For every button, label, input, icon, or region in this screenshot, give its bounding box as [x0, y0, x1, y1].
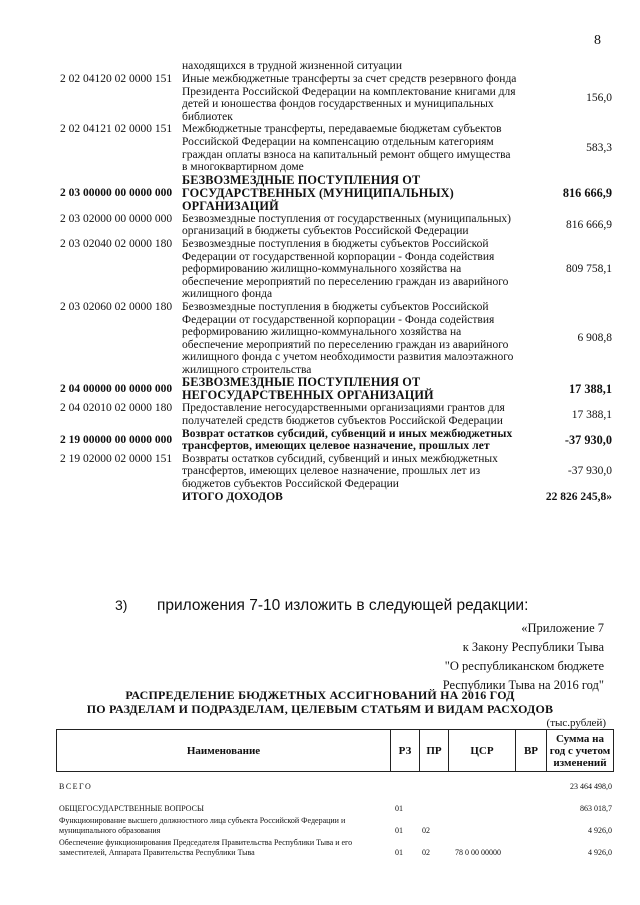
row-name: ОБЩЕГОСУДАРСТВЕННЫЕ ВОПРОСЫ	[59, 803, 204, 813]
revenue-code: 2 03 02060 02 0000 180	[60, 300, 173, 313]
revenue-row	[60, 238, 612, 301]
row-pr: 02	[422, 825, 430, 835]
revenue-code: 2 19 02000 02 0000 151	[60, 452, 173, 465]
header-pr: ПР	[419, 730, 448, 771]
revenue-name: Иные межбюджетные трансферты за счет средств резервного фонда Президента Российской Федерации на комплектование книгами для детей и юношества фондов государственных и муниципальных библиотек	[182, 73, 517, 123]
revenue-code: 2 02 04121 02 0000 151	[60, 123, 173, 136]
revenue-row	[60, 301, 612, 377]
revenue-row	[60, 453, 612, 491]
revenue-code: 2 03 00000 00 0000 000	[60, 186, 173, 199]
row-csr	[445, 813, 511, 835]
revenue-table	[60, 60, 612, 503]
revenue-name: Безвозмездные поступления в бюджеты субъектов Российской Федерации от государственной корпорации - Фонда содействия реформированию жилищно-коммунального хозяйства на обеспечение мероприятий по переселению граждан из аварийного жилищного фонда	[182, 237, 509, 301]
revenue-name: Возвраты остатков субсидий, субвенций и иных межбюджетных трансфертов, имеющих целевое назначение, прошлых лет из бюджетов субъектов Российской Федерации	[182, 452, 498, 491]
table-row	[56, 813, 614, 835]
revenue-row	[60, 213, 612, 238]
page-number: 8	[594, 33, 601, 48]
row-csr	[445, 778, 511, 791]
row-name: Обеспечение функционирования Председателя Правительства Республики Тыва и его заместителей, Аппарата Правительства Республики Тыва	[59, 838, 353, 857]
revenue-row	[60, 402, 612, 427]
header-name: Наименование	[186, 744, 261, 757]
appendix-line: "О республиканском бюджете	[444, 659, 604, 673]
row-csr: 78 0 00 00000	[455, 847, 501, 857]
revenue-name: Межбюджетные трансферты, передаваемые бюджетам субъектов Российской Федерации на компенсацию отдельным категориям граждан оплаты взноса на капитальный ремонт общего имущества в многоквартирном доме	[182, 123, 511, 174]
appendix-line: «Приложение 7	[521, 621, 604, 635]
revenue-name: Возврат остатков субсидий, субвенций и иных межбюджетных трансфертов, имеющих целевое назначение, прошлых лет	[182, 427, 513, 453]
row-vr	[511, 813, 541, 835]
header-sum: Сумма на год с учетом изменений	[546, 730, 613, 771]
revenue-sum: 17 388,1	[568, 382, 612, 397]
header-vr: ВР	[515, 730, 546, 771]
header-csr: ЦСР	[448, 730, 515, 771]
revenue-total-label: ИТОГО ДОХОДОВ	[182, 490, 283, 503]
revenue-row	[60, 174, 612, 213]
revenue-code	[60, 60, 180, 73]
row-sum: 863 018,7	[580, 803, 612, 813]
revenue-row	[60, 428, 612, 453]
revenue-code: 2 03 02000 00 0000 000	[60, 212, 173, 225]
title-line: РАСПРЕДЕЛЕНИЕ БЮДЖЕТНЫХ АССИГНОВАНИЙ НА 2016 ГОД	[125, 688, 515, 702]
revenue-sum: 156,0	[586, 91, 612, 104]
row-vr	[511, 791, 541, 813]
revenue-sum: 6 908,8	[577, 332, 612, 345]
revenue-name: Безвозмездные поступления в бюджеты субъектов Российской Федерации от государственной корпорации - Фонда содействия реформированию жилищно-коммунального хозяйства на обеспечение мероприятий по переселению граждан из аварийного жилищного фонда с учетом необходимости развития малоэтажного жилищного строительства	[182, 300, 514, 376]
revenue-row	[60, 376, 612, 402]
list-item-number: 3)	[115, 597, 128, 613]
revenue-sum: 809 758,1	[566, 263, 612, 276]
row-name: Функционирование высшего должностного лица субъекта Российской Федерации и муниципального образования	[59, 816, 346, 835]
revenue-code: 2 03 02040 02 0000 180	[60, 237, 173, 250]
appendix-header	[443, 619, 604, 695]
row-vr	[511, 835, 541, 857]
revenue-name: Безвозмездные поступления от государственных (муниципальных) организаций в бюджеты субъектов Российской Федерации	[182, 212, 512, 238]
row-name: ВСЕГО	[59, 781, 93, 791]
revenue-sum: 583,3	[586, 142, 612, 155]
allocation-table-header	[56, 729, 614, 772]
revenue-name: БЕЗВОЗМЕЗДНЫЕ ПОСТУПЛЕНИЯ ОТ НЕГОСУДАРСТВЕННЫХ ОРГАНИЗАЦИЙ	[182, 375, 434, 403]
revenue-name: находящихся в трудной жизненной ситуации	[182, 60, 402, 72]
row-sum: 23 464 498,0	[570, 781, 612, 791]
document-title	[0, 688, 640, 716]
revenue-sum	[518, 60, 612, 73]
revenue-sum: 816 666,9	[562, 185, 612, 200]
row-pr	[417, 791, 445, 813]
row-rz: 01	[395, 847, 403, 857]
revenue-name: БЕЗВОЗМЕЗДНЫЕ ПОСТУПЛЕНИЯ ОТ ГОСУДАРСТВЕННЫХ (МУНИЦИПАЛЬНЫХ) ОРГАНИЗАЦИЙ	[182, 172, 454, 213]
revenue-code	[60, 491, 180, 504]
revenue-row	[60, 60, 612, 73]
appendix-line: к Закону Республики Тыва	[462, 640, 604, 654]
units-label: (тыс.рублей)	[546, 717, 606, 729]
list-item-3	[115, 597, 528, 615]
revenue-sum: 17 388,1	[571, 408, 612, 421]
revenue-code: 2 02 04120 02 0000 151	[60, 73, 173, 85]
row-sum: 4 926,0	[588, 825, 612, 835]
list-item-text: приложения 7-10 изложить в следующей редакции:	[157, 597, 529, 614]
revenue-row	[60, 123, 612, 173]
row-rz: 01	[395, 803, 403, 813]
appendix-line: Республики Тыва на 2016 год"	[442, 678, 604, 692]
table-row	[56, 835, 614, 857]
row-pr: 02	[422, 847, 430, 857]
revenue-row	[60, 73, 612, 123]
table-row	[56, 791, 614, 813]
revenue-sum: -37 930,0	[567, 465, 612, 478]
revenue-total-sum: 22 826 245,8»	[545, 490, 612, 503]
revenue-code: 2 19 00000 00 0000 000	[60, 433, 173, 446]
row-csr	[445, 791, 511, 813]
revenue-name: Предоставление негосударственными организациями грантов для получателей средств бюджетов субъектов Российской Федерации	[182, 402, 505, 428]
table-row	[56, 778, 614, 791]
revenue-code: 2 04 02010 02 0000 180	[60, 402, 173, 415]
revenue-total-row	[60, 491, 612, 504]
revenue-code: 2 04 00000 00 0000 000	[60, 383, 173, 396]
revenue-sum: -37 930,0	[564, 432, 612, 447]
allocation-table-body	[56, 778, 614, 857]
row-sum: 4 926,0	[588, 847, 612, 857]
row-pr	[417, 778, 445, 791]
header-rz: РЗ	[390, 730, 419, 771]
row-rz: 01	[395, 825, 403, 835]
title-line: ПО РАЗДЕЛАМ И ПОДРАЗДЕЛАМ, ЦЕЛЕВЫМ СТАТЬЯМ И ВИДАМ РАСХОДОВ	[86, 702, 554, 716]
revenue-sum: 816 666,9	[566, 219, 612, 232]
row-rz	[389, 778, 417, 791]
row-vr	[511, 778, 541, 791]
